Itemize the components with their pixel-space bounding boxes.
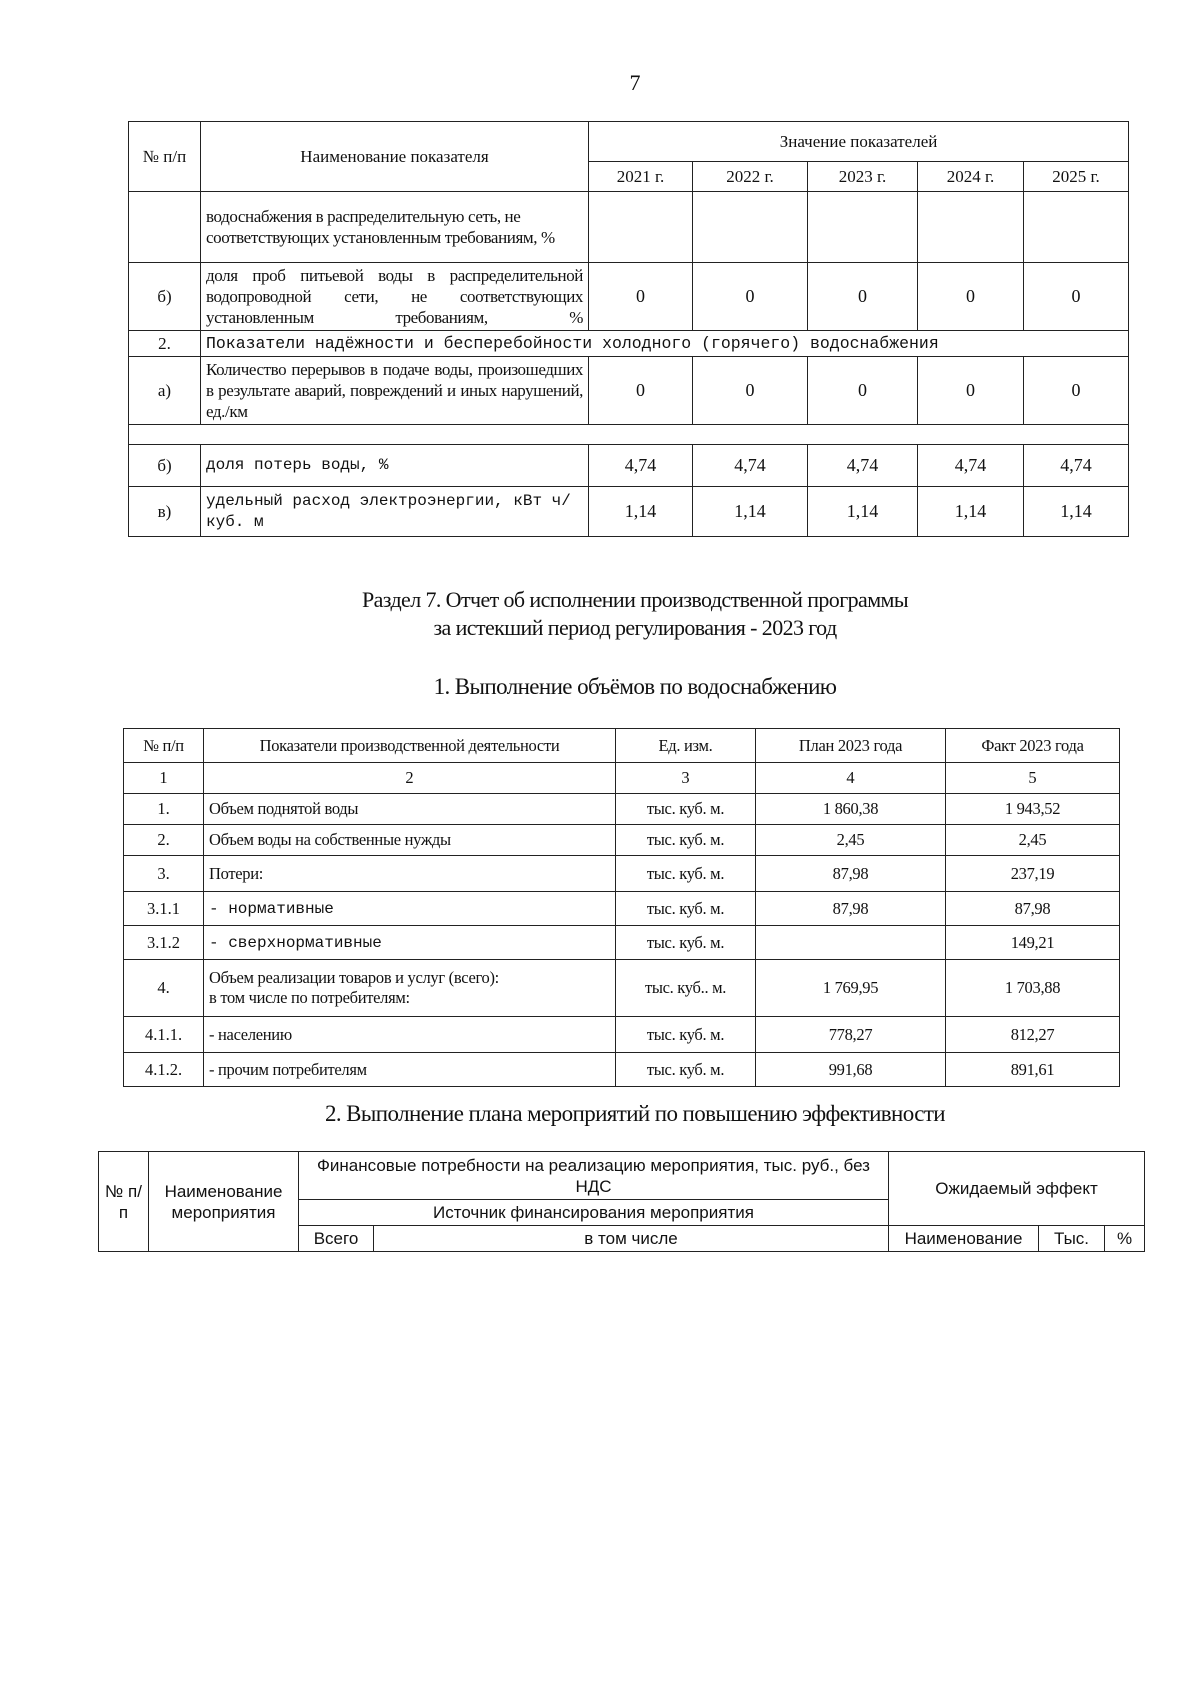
indicator-value: 1,14 bbox=[808, 487, 918, 537]
col-header: Факт 2023 года bbox=[946, 729, 1120, 763]
measures-table bbox=[98, 1151, 1145, 1252]
col-source-header: Источник финансирования мероприятия bbox=[299, 1200, 889, 1226]
col-effect-percent-header: % bbox=[1105, 1226, 1145, 1252]
col-header: Показатели производственной деятельности bbox=[204, 729, 616, 763]
row-fact: 1 703,88 bbox=[946, 960, 1120, 1017]
row-name bbox=[204, 960, 616, 1017]
row-fact: 87,98 bbox=[946, 892, 1120, 926]
row-number: 3.1.1 bbox=[124, 892, 204, 926]
row-plan: 1 860,38 bbox=[756, 794, 946, 825]
indicator-value: 4,74 bbox=[589, 445, 693, 487]
table-row bbox=[124, 926, 1120, 960]
indicator-value: 0 bbox=[918, 263, 1024, 331]
row-fact: 812,27 bbox=[946, 1017, 1120, 1053]
indicators-table bbox=[128, 121, 1129, 537]
table-row bbox=[124, 1053, 1120, 1087]
col-number-header: № п/п bbox=[99, 1152, 149, 1252]
indicator-name: доля проб питьевой воды в распределительной водопроводной сети, не соответствующих установленным требованиям, % bbox=[201, 263, 589, 331]
col-name-header: Наименование мероприятия bbox=[149, 1152, 299, 1252]
spacer-row bbox=[129, 425, 1129, 445]
col-effect-header: Ожидаемый эффект bbox=[889, 1152, 1145, 1226]
row-name: - сверхнормативные bbox=[204, 926, 616, 960]
col-header: Ед. изм. bbox=[616, 729, 756, 763]
row-fact: 2,45 bbox=[946, 825, 1120, 856]
indicator-value: 4,74 bbox=[808, 445, 918, 487]
col-name-header: Наименование показателя bbox=[201, 122, 589, 192]
indicator-value: 1,14 bbox=[1024, 487, 1129, 537]
year-header: 2024 г. bbox=[918, 162, 1024, 192]
table-row bbox=[129, 357, 1129, 425]
row-name: Объем поднятой воды bbox=[204, 794, 616, 825]
indicator-value: 0 bbox=[589, 263, 693, 331]
indicator-value: 1,14 bbox=[589, 487, 693, 537]
indicator-number: 2. bbox=[129, 331, 201, 357]
row-name: - нормативные bbox=[204, 892, 616, 926]
indicator-value: 0 bbox=[808, 357, 918, 425]
col-header: № п/п bbox=[124, 729, 204, 763]
row-number: 3.1.2 bbox=[124, 926, 204, 960]
indicator-value: 0 bbox=[693, 357, 808, 425]
table-row bbox=[124, 892, 1120, 926]
row-fact: 149,21 bbox=[946, 926, 1120, 960]
year-header: 2022 г. bbox=[693, 162, 808, 192]
table-row bbox=[129, 192, 1129, 263]
indicator-number: в) bbox=[129, 487, 201, 537]
indicator-value: 0 bbox=[1024, 357, 1129, 425]
year-header: 2023 г. bbox=[808, 162, 918, 192]
section-title: Показатели надёжности и бесперебойности холодного (горячего) водоснабжения bbox=[201, 331, 1129, 357]
subsection-heading: 1. Выполнение объёмов по водоснабжению bbox=[433, 674, 837, 699]
col-total-header: Всего bbox=[299, 1226, 374, 1252]
indicator-number: а) bbox=[129, 357, 201, 425]
row-number: 4.1.2. bbox=[124, 1053, 204, 1087]
section-heading-line: за истекший период регулирования - 2023 год bbox=[433, 615, 837, 640]
row-number: 1. bbox=[124, 794, 204, 825]
indicator-name: доля потерь воды, % bbox=[201, 445, 589, 487]
indicator-name: водоснабжения в распределительную сеть, не соответствующих установленным требованиям, % bbox=[201, 192, 589, 263]
row-unit: тыс. куб. м. bbox=[616, 856, 756, 892]
row-number: 2. bbox=[124, 825, 204, 856]
volumes-table bbox=[123, 728, 1120, 1087]
row-plan: 87,98 bbox=[756, 892, 946, 926]
indicator-value: 0 bbox=[589, 357, 693, 425]
col-number: 3 bbox=[616, 763, 756, 794]
table-row bbox=[124, 825, 1120, 856]
col-finance-header: Финансовые потребности на реализацию мероприятия, тыс. руб., без НДС bbox=[299, 1152, 889, 1200]
row-fact: 237,19 bbox=[946, 856, 1120, 892]
row-plan bbox=[756, 926, 946, 960]
indicator-name: Количество перерывов в подаче воды, произошедших в результате аварий, повреждений и иных нарушений, ед./км bbox=[201, 357, 589, 425]
table-row bbox=[129, 487, 1129, 537]
row-name: Объем воды на собственные нужды bbox=[204, 825, 616, 856]
row-fact: 891,61 bbox=[946, 1053, 1120, 1087]
section-heading bbox=[0, 586, 1200, 642]
table-row bbox=[129, 263, 1129, 331]
col-effect-name-header: Наименование bbox=[889, 1226, 1039, 1252]
col-header: План 2023 года bbox=[756, 729, 946, 763]
row-plan: 991,68 bbox=[756, 1053, 946, 1087]
col-including-header: в том числе bbox=[374, 1226, 889, 1252]
row-number: 4.1.1. bbox=[124, 1017, 204, 1053]
year-header: 2021 г. bbox=[589, 162, 693, 192]
indicator-value: 0 bbox=[693, 263, 808, 331]
indicator-value: 4,74 bbox=[1024, 445, 1129, 487]
row-unit: тыс. куб.. м. bbox=[616, 960, 756, 1017]
indicator-value: 0 bbox=[1024, 263, 1129, 331]
row-plan: 2,45 bbox=[756, 825, 946, 856]
row-unit: тыс. куб. м. bbox=[616, 926, 756, 960]
indicator-name: удельный расход электроэнергии, кВт ч/куб. м bbox=[201, 487, 589, 537]
col-number: 5 bbox=[946, 763, 1120, 794]
indicator-value: 1,14 bbox=[693, 487, 808, 537]
subsection-heading: 2. Выполнение плана мероприятий по повышению эффективности bbox=[324, 1101, 945, 1126]
row-unit: тыс. куб. м. bbox=[616, 1017, 756, 1053]
indicator-value: 0 bbox=[918, 357, 1024, 425]
year-header: 2025 г. bbox=[1024, 162, 1129, 192]
indicator-value: 4,74 bbox=[918, 445, 1024, 487]
row-name: - населению bbox=[204, 1017, 616, 1053]
row-name-line: Объем реализации товаров и услуг (всего): bbox=[209, 968, 499, 987]
table-row bbox=[124, 856, 1120, 892]
row-number: 4. bbox=[124, 960, 204, 1017]
row-number: 3. bbox=[124, 856, 204, 892]
section-heading-line: Раздел 7. Отчет об исполнении производственной программы bbox=[361, 587, 909, 612]
table-row bbox=[124, 960, 1120, 1017]
row-unit: тыс. куб. м. bbox=[616, 892, 756, 926]
indicator-value: 4,74 bbox=[693, 445, 808, 487]
row-fact: 1 943,52 bbox=[946, 794, 1120, 825]
indicator-number: б) bbox=[129, 263, 201, 331]
row-name-line: в том числе по потребителям: bbox=[209, 988, 410, 1007]
row-plan: 87,98 bbox=[756, 856, 946, 892]
row-plan: 778,27 bbox=[756, 1017, 946, 1053]
row-plan: 1 769,95 bbox=[756, 960, 946, 1017]
indicator-number: б) bbox=[129, 445, 201, 487]
page-number: 7 bbox=[629, 70, 641, 95]
col-number: 2 bbox=[204, 763, 616, 794]
col-number: 4 bbox=[756, 763, 946, 794]
indicator-value: 1,14 bbox=[918, 487, 1024, 537]
row-unit: тыс. куб. м. bbox=[616, 1053, 756, 1087]
col-number: 1 bbox=[124, 763, 204, 794]
row-unit: тыс. куб. м. bbox=[616, 825, 756, 856]
row-unit: тыс. куб. м. bbox=[616, 794, 756, 825]
indicator-value: 0 bbox=[808, 263, 918, 331]
row-name: - прочим потребителям bbox=[204, 1053, 616, 1087]
col-effect-thousand-header: Тыс. bbox=[1039, 1226, 1105, 1252]
table-row bbox=[129, 445, 1129, 487]
row-name: Потери: bbox=[204, 856, 616, 892]
col-number-header: № п/п bbox=[129, 122, 201, 192]
table-row bbox=[124, 794, 1120, 825]
table-row bbox=[124, 1017, 1120, 1053]
col-values-header: Значение показателей bbox=[589, 122, 1129, 162]
table-row bbox=[129, 331, 1129, 357]
